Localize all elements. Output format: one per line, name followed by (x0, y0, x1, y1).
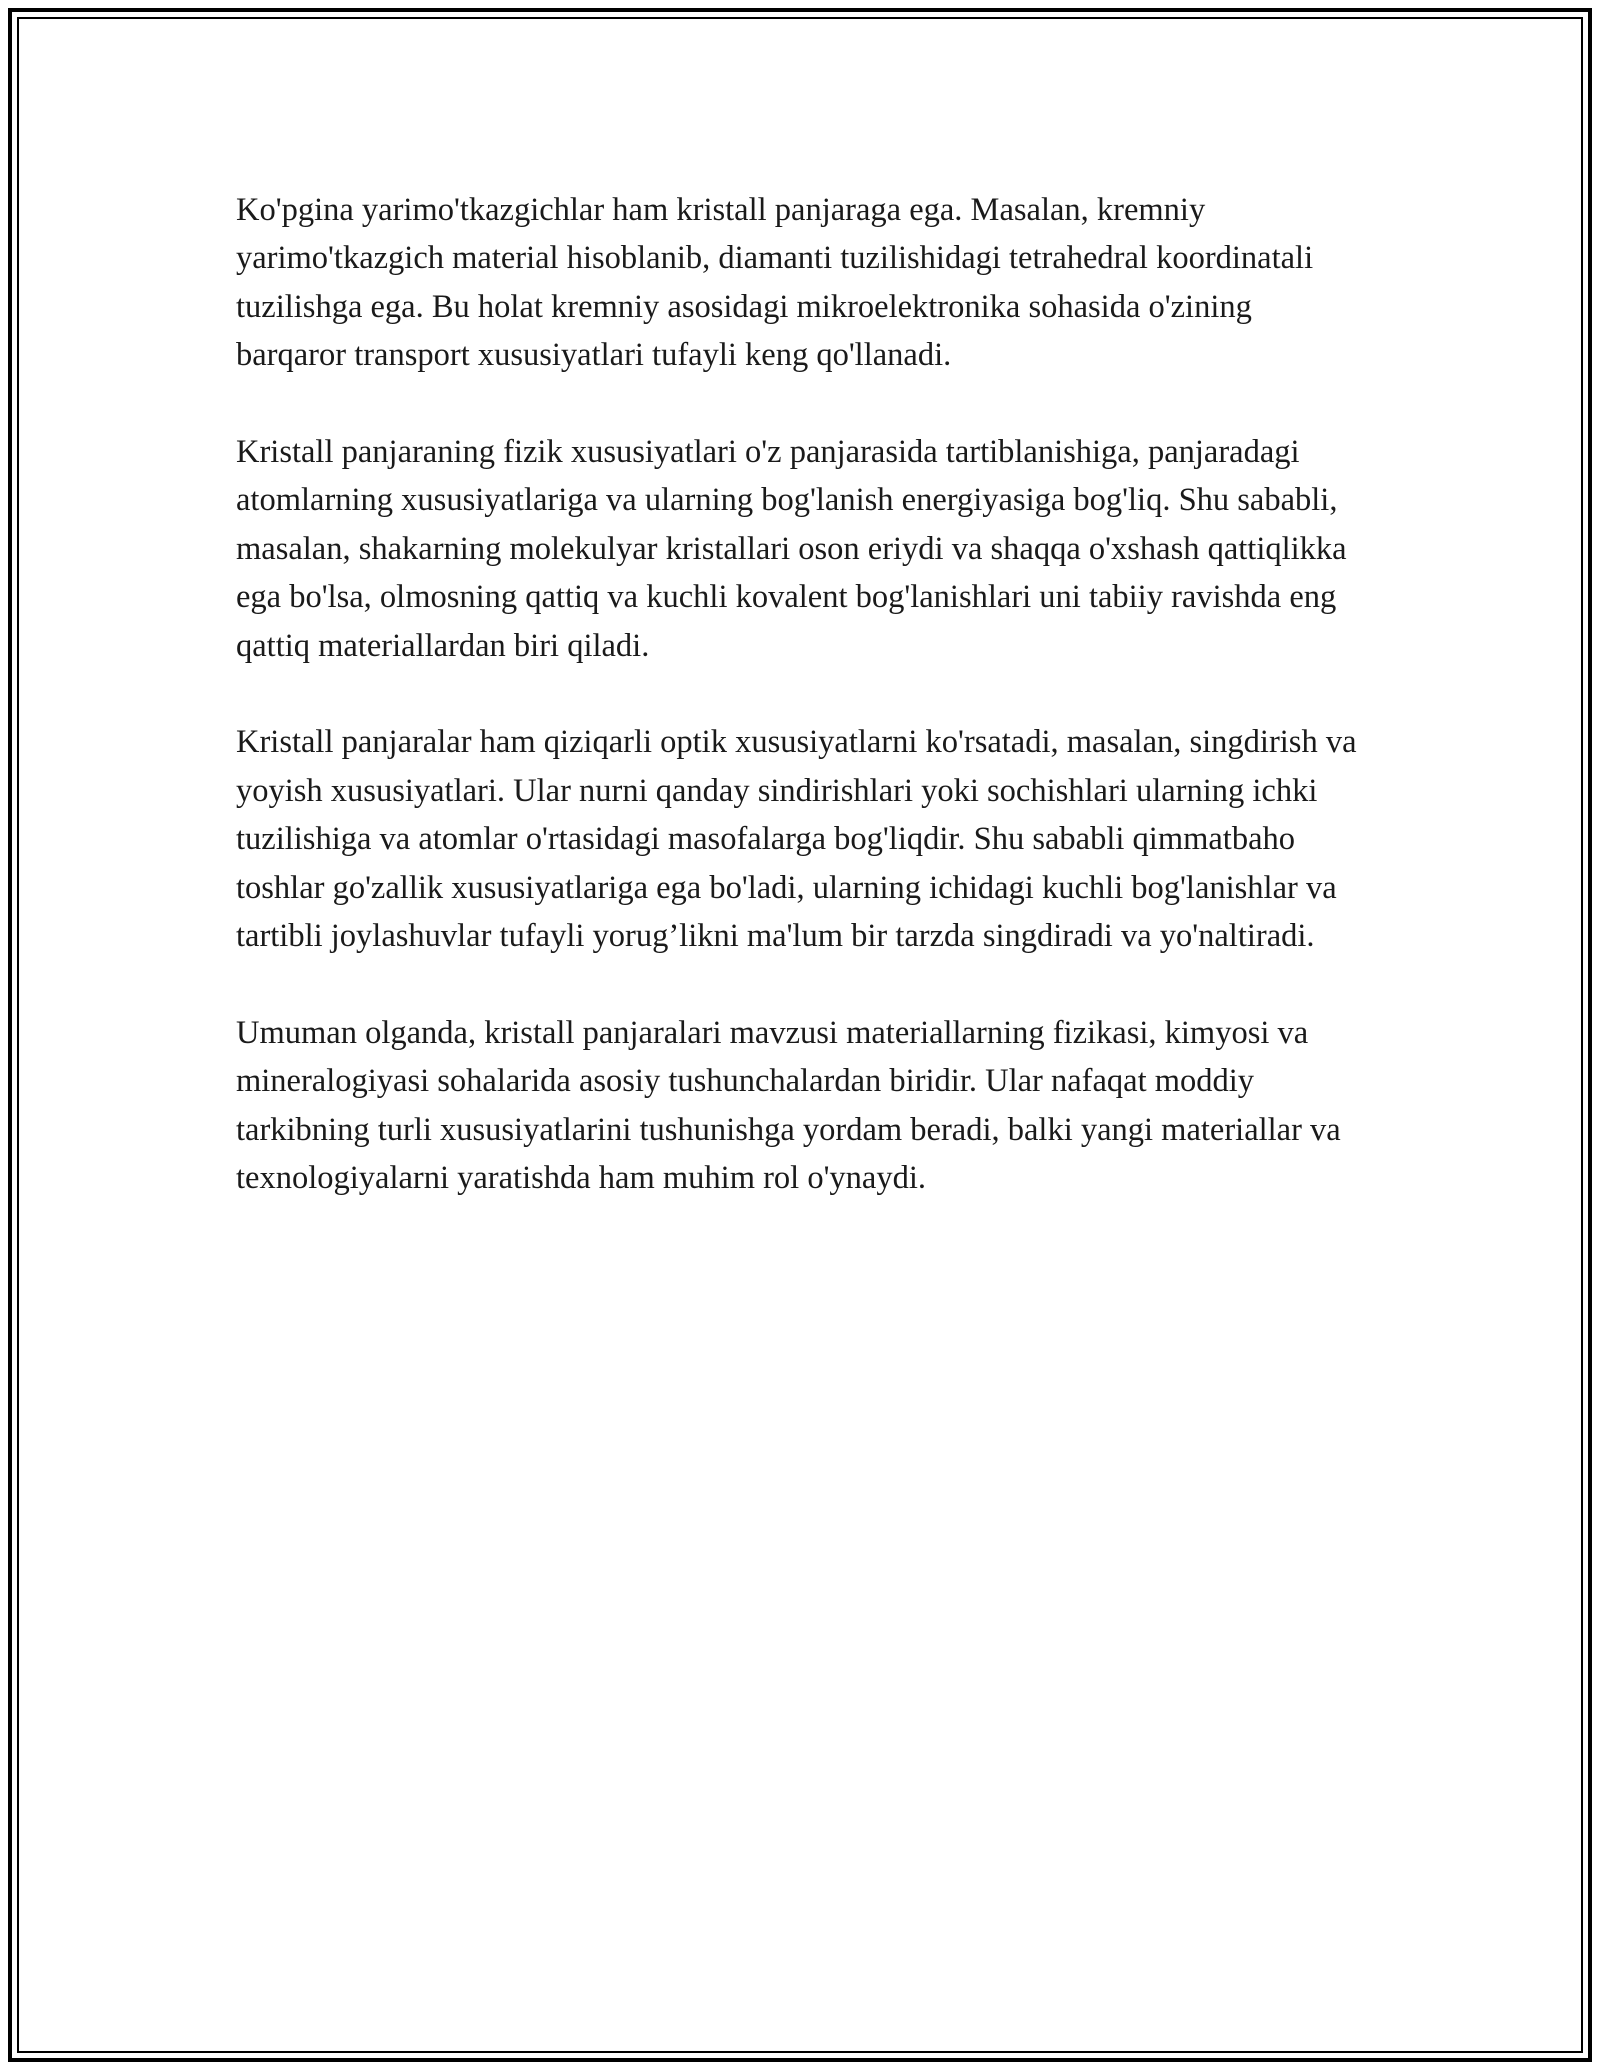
paragraph-2: Kristall panjaraning fizik xususiyatlari o'z panjarasida tartiblanishiga, panjaradagi atomlarning xususiyatlariga va ularning bog'lanish energiyasiga bog'liq. Shu sababli, masalan, shakarning molekulyar kristallari oson eriydi va shaqqa o'xshash qattiqlikka ega bo'lsa, olmosning qattiq va kuchli kovalent bog'lanishlari uni tabiiy ravishda eng qattiq materiallardan biri qiladi. (236, 434, 1347, 664)
paragraph-1: Ko'pgina yarimo'tkazgichlar ham kristall panjaraga ega. Masalan, kremniy yarimo'tkazgich material hisoblanib, diamanti tuzilishidagi tetrahedral koordinatali tuzilishga ega. Bu holat kremniy asosidagi mikroelektronika sohasida o'zining barqaror transport xususiyatlari tufayli keng qo'llanadi. (236, 192, 1314, 374)
paragraph-4: Umuman olganda, kristall panjaralari mavzusi materiallarning fizikasi, kimyosi va mineralogiyasi sohalarida asosiy tushunchalardan biridir. Ular nafaqat moddiy tarkibning turli xususiyatlarini tushunishga yordam beradi, balki yangi materiallar va texnologiyalarni yaratishda ham muhim rol o'ynaydi. (236, 1014, 1341, 1197)
document-body (236, 186, 1366, 1251)
paragraph-3: Kristall panjaralar ham qiziqarli optik xususiyatlarni ko'rsatadi, masalan, singdirish va yoyish xususiyatlari. Ular nurni qanday sindirishlari yoki sochishlari ularning ichki tuzilishiga va atomlar o'rtasidagi masofalarga bog'liqdir. Shu sababli qimmatbaho toshlar go'zallik xususiyatlariga ega bo'ladi, ularning ichidagi kuchli bog'lanishlar va tartibli joylashuvlar tufayli yorug’likni ma'lum bir tarzda singdiradi va yo'naltiradi. (236, 724, 1357, 955)
